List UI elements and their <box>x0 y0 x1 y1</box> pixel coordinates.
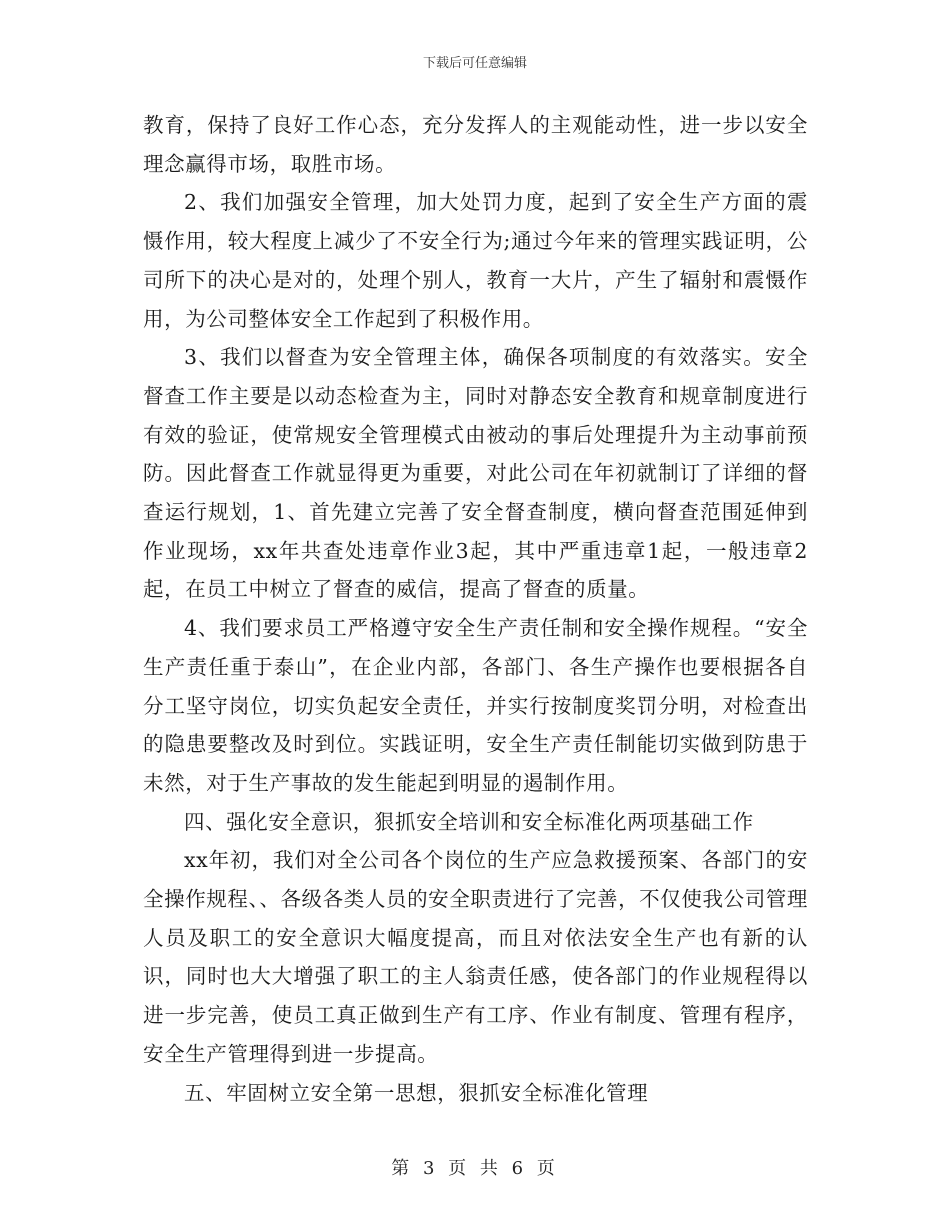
section-heading-4: 四、强化安全意识，狠抓安全培训和安全标准化两项基础工作 <box>184 809 754 834</box>
document-body <box>143 106 808 1112</box>
section-heading-5: 五、牢固树立安全第一思想，狠抓安全标准化管理 <box>184 1080 649 1105</box>
paragraph-continued: 教育，保持了良好工作心态，充分发挥人的主观能动性，进一步以安全理念赢得市场，取胜市场。 <box>143 113 808 176</box>
paragraph-section-4: xx年初，我们对全公司各个岗位的生产应急救援预案、各部门的安全操作规程、、各级各类人员的安全职责进行了完善，不仅使我公司管理人员及职工的安全意识大幅度提高，而且对依法安全生产也有新的认识，同时也大大增强了职工的主人翁责任感，使各部门的作业规程得以进一步完善，使员工真正做到生产有工序、作业有制度、管理有程序，安全生产管理得到进一步提高。 <box>143 848 808 1066</box>
page-number: 第 3 页 共 6 页 <box>391 1158 559 1179</box>
paragraph-item-2: 2、我们加强安全管理，加大处罚力度，起到了安全生产方面的震慑作用，较大程度上减少了不安全行为;通过今年来的管理实践证明，公司所下的决心是对的，处理个别人，教育一大片，产生了辐射和震慑作用，为公司整体安全工作起到了积极作用。 <box>143 190 808 331</box>
page-header: 下载后可任意编辑 <box>422 56 527 71</box>
paragraph-item-4: 4、我们要求员工严格遵守安全生产责任制和安全操作规程。“安全生产责任重于泰山”，在企业内部，各部门、各生产操作也要根据各自分工坚守岗位，切实负起安全责任，并实行按制度奖罚分明，对检查出的隐患要整改及时到位。实践证明，安全生产责任制能切实做到防患于未然，对于生产事故的发生能起到明显的遏制作用。 <box>143 616 808 795</box>
paragraph-item-3: 3、我们以督查为安全管理主体，确保各项制度的有效落实。安全督查工作主要是以动态检查为主，同时对静态安全教育和规章制度进行有效的验证，使常规安全管理模式由被动的事后处理提升为主动事前预防。因此督查工作就显得更为重要，对此公司在年初就制订了详细的督查运行规划，1、首先建立完善了安全督查制度，横向督查范围延伸到作业现场，xx年共查处违章作业3起，其中严重违章1起，一般违章2起，在员工中树立了督查的威信，提高了督查的质量。 <box>143 345 808 602</box>
